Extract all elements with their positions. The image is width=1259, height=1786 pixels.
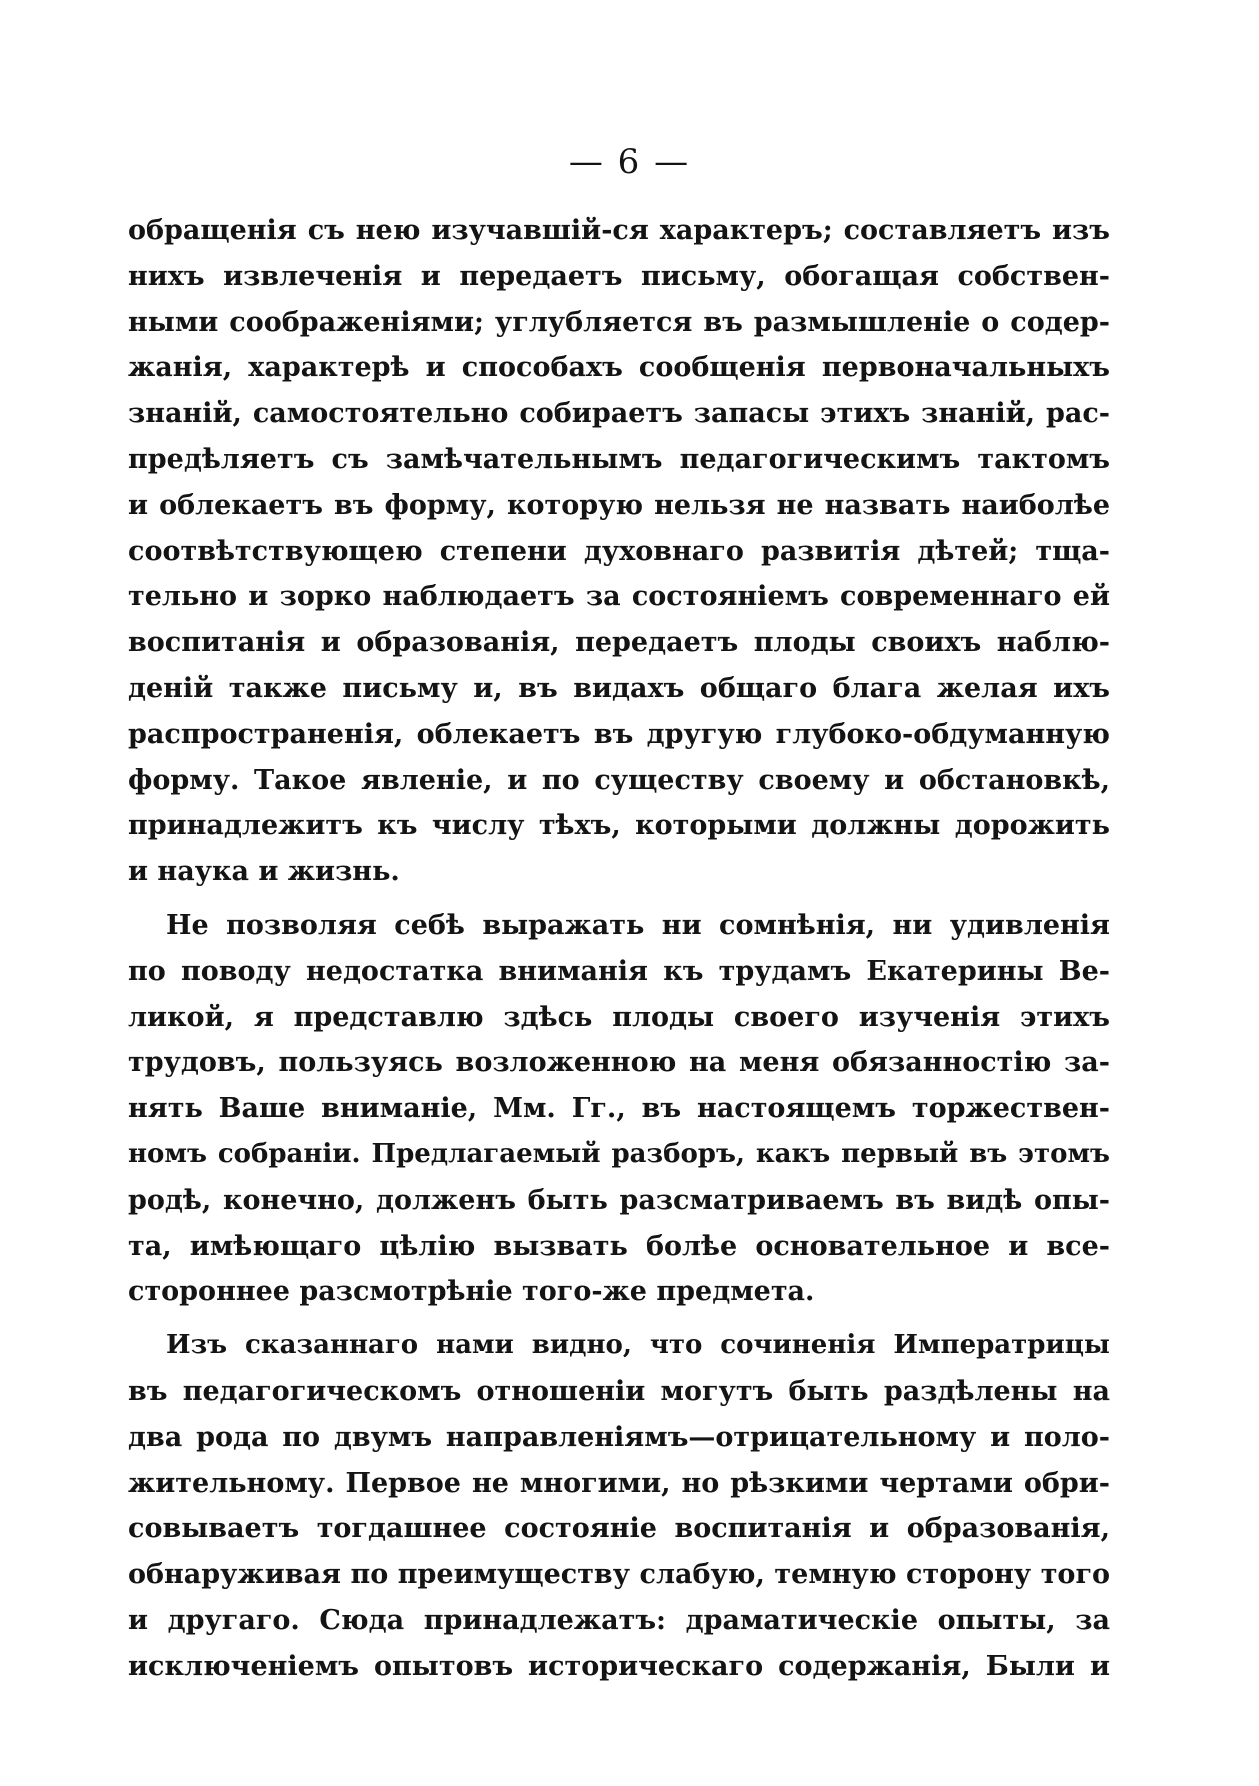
text-line: и другаго. Сюда принадлежатъ: драматическіе опыты, за xyxy=(128,1604,1110,1636)
text-line: обращенія съ нею изучавшій-ся характеръ; составляетъ изъ xyxy=(128,215,1110,246)
text-line: соотвѣтствующею степени духовнаго развитія дѣтей; тща- xyxy=(128,535,1110,567)
text-line: тельно и зорко наблюдаетъ за состояніемъ современнаго ей xyxy=(128,581,1110,613)
text-line: нихъ извлеченія и передаетъ письму, обогащая собствен- xyxy=(128,260,1110,292)
text-line: жительному. Первое не многими, но рѣзкими чертами обри- xyxy=(128,1467,1110,1499)
text-line: совываетъ тогдашнее состояніе воспитанія и образованія, xyxy=(128,1513,1110,1545)
paragraph-2 xyxy=(128,903,1110,1315)
text-line: ликой, я представлю здѣсь плоды своего изученія этихъ xyxy=(128,1001,1110,1033)
paragraph-3 xyxy=(128,1323,1110,1689)
text-line: нять Ваше вниманіе, Мм. Гг., въ настоящемъ торжествен- xyxy=(128,1093,1110,1125)
text-line: Не позволяя себѣ выражать ни сомнѣнія, ни удивленія xyxy=(166,909,1110,941)
text-line: по поводу недостатка вниманія къ трудамъ Екатерины Ве- xyxy=(128,955,1110,987)
text-line: воспитанія и образованія, передаетъ плоды своихъ наблю- xyxy=(128,627,1110,659)
text-line: знаній, самостоятельно собираетъ запасы этихъ знаній, рас- xyxy=(128,398,1110,430)
text-line: въ педагогическомъ отношеніи могутъ быть раздѣлены на xyxy=(128,1375,1110,1407)
text-line: родѣ, конечно, долженъ быть разсматриваемъ въ видѣ опы- xyxy=(128,1184,1110,1216)
text-line: распространенія, облекаетъ въ другую глубоко-обдуманную xyxy=(128,718,1110,750)
text-line: жанія, характерѣ и способахъ сообщенія первоначальныхъ xyxy=(128,352,1110,384)
text-line: принадлежитъ къ числу тѣхъ, которыми должны дорожить xyxy=(128,810,1110,842)
text-line: номъ собраніи. Предлагаемый разборъ, какъ первый въ этомъ xyxy=(128,1138,1110,1169)
text-line: трудовъ, пользуясь возложенною на меня обязанностію за- xyxy=(128,1047,1110,1079)
text-line: Изъ сказаннаго нами видно, что сочиненія Императрицы xyxy=(166,1330,1110,1361)
text-line: стороннее разсмотрѣніе того-же предмета. xyxy=(128,1276,815,1308)
text-line: ными соображеніями; углубляется въ размышленіе о содер- xyxy=(128,306,1110,338)
text-line: предѣляетъ съ замѣчательнымъ педагогическимъ тактомъ xyxy=(128,443,1110,475)
text-line: обнаруживая по преимуществу слабую, темную сторону того xyxy=(128,1559,1110,1591)
text-line: два рода по двумъ направленіямъ—отрицательному и поло- xyxy=(128,1421,1110,1453)
text-line: исключеніемъ опытовъ историческаго содержанія, Были и xyxy=(128,1650,1110,1682)
paragraph-1 xyxy=(128,208,1110,895)
text-line: деній также письму и, въ видахъ общаго блага желая ихъ xyxy=(128,672,1110,704)
text-line: и облекаетъ въ форму, которую нельзя не назвать наиболѣе xyxy=(128,489,1110,521)
text-line: форму. Такое явленіе, и по существу своему и обстановкѣ, xyxy=(128,764,1110,796)
text-line: та, имѣющаго цѣлію вызвать болѣе основательное и все- xyxy=(128,1230,1110,1262)
text-line: и наука и жизнь. xyxy=(128,856,400,888)
page-number: — 6 — xyxy=(568,142,691,182)
body-text xyxy=(128,208,1110,1690)
